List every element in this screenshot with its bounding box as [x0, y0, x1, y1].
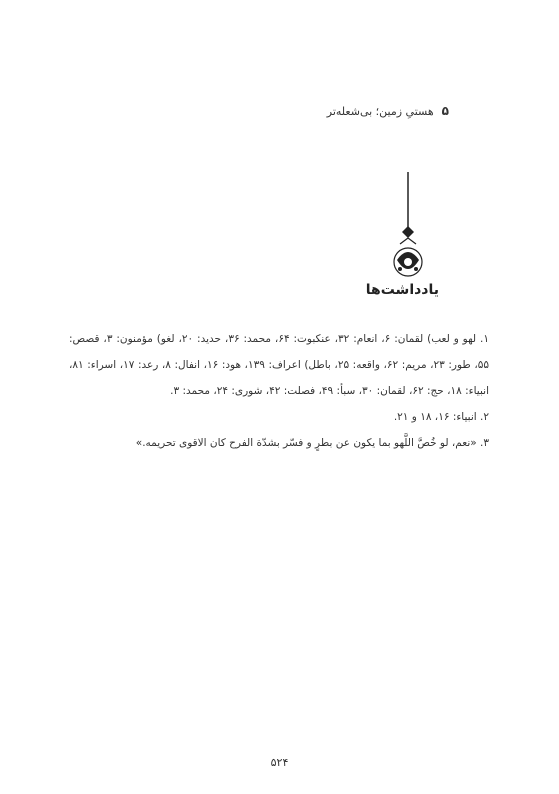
note-item: ۳. «نعم، لو خُصَّ اللَّهو بما یکون عن بطرٍ و فسّر بشدّة الفرح کان الاقوی تحریمه.» [135, 437, 489, 449]
running-head [327, 104, 449, 118]
section-title: یادداشت‌ها [365, 282, 439, 298]
page-number: ۵۲۴ [270, 756, 289, 769]
note-item: ۲. انبیاء: ۱۶، ۱۸ و ۲۱. [393, 411, 489, 423]
running-head-mark: ۵ [441, 104, 449, 118]
ornament-icon [380, 172, 436, 284]
running-head-text: هستیِ زمین؛ بی‌شعله‌تر [326, 104, 434, 118]
note-item: ۱. لهو و لعب) لقمان: ۶، انعام: ۳۲، عنکبوت: ۶۴، محمد: ۳۶، حدید: ۲۰، لغو) مؤمنون: ۳، قصص: ۵۵، طور: ۲۳، مریم: ۶۲، واقعه: ۲۵، باطل) اعراف: ۱۳۹، هود: ۱۶، انفال: ۸، رعد: ۱۷، اسراء: ۸۱، انبیاء: ۱۸، حج: ۶۲، لقمان: ۳۰، سبأ: ۴۹، فصلت: ۴۲، شوری: ۲۴، محمد: ۳. [69, 333, 490, 397]
notes-list [69, 326, 489, 456]
